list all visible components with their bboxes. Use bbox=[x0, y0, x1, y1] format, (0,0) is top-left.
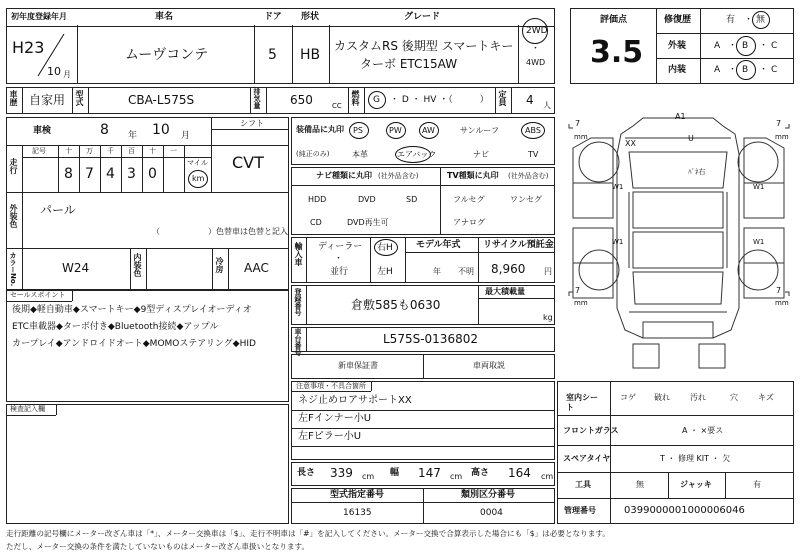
colorno-label: カラーNo. bbox=[9, 252, 17, 287]
usage-value: 自家用 bbox=[29, 93, 66, 107]
disp-label: 排気量 bbox=[253, 88, 261, 109]
mileage-digit-2: 4 bbox=[106, 166, 115, 182]
equipment-sub-label: (純正のみ) bbox=[296, 150, 330, 158]
ext-b: B bbox=[742, 41, 749, 51]
notes-label: 注意事項・不具合箇所 bbox=[296, 382, 366, 390]
mileage-unit-1: 万 bbox=[86, 147, 93, 155]
fuel-g: G bbox=[373, 95, 380, 105]
diag-seven-bl: 7 bbox=[575, 286, 581, 295]
grade-line1: カスタムRS 後期型 スマートキー bbox=[334, 39, 514, 53]
diag-a1: A1 bbox=[675, 112, 686, 121]
warranty-manual: 車両取説 bbox=[473, 361, 505, 370]
mileage-unit-2: 千 bbox=[107, 147, 114, 155]
mileage-unit-3: 百 bbox=[128, 147, 135, 155]
tv-label: TV種類に丸印 bbox=[447, 171, 499, 180]
shape-label: 形状 bbox=[301, 12, 320, 22]
spare-label: スペアタイヤ bbox=[563, 454, 611, 463]
int-a: A bbox=[714, 65, 721, 75]
equip-airbag: エアバック bbox=[397, 150, 437, 159]
tv-analog: アナログ bbox=[453, 218, 485, 227]
disp-value: 650 bbox=[290, 93, 313, 107]
ext-c: C bbox=[771, 41, 778, 51]
glass-label: フロントガラス bbox=[563, 426, 619, 435]
tv-fullseg: フルセグ bbox=[453, 195, 485, 204]
tool-value: 無 bbox=[636, 480, 644, 489]
equip-tv: TV bbox=[528, 150, 539, 159]
seat-item-2: 汚れ bbox=[690, 393, 706, 402]
seat-item-0: コゲ bbox=[620, 393, 636, 402]
shape-value: HB bbox=[300, 47, 321, 63]
mileage-digit-0: 8 bbox=[64, 166, 73, 182]
diag-seven-tl: 7 bbox=[575, 119, 581, 128]
diag-mm-tr: mm bbox=[775, 133, 789, 141]
equip-pw: PW bbox=[389, 126, 402, 135]
notes-line-2: 左Fピラー小U bbox=[298, 431, 362, 442]
score-label: 評価点 bbox=[600, 15, 628, 25]
model-year-label: モデル年式 bbox=[416, 240, 461, 250]
int-b: B bbox=[742, 65, 749, 75]
import-dealer: ディーラー bbox=[318, 242, 363, 252]
tv-sub: (社外品含む) bbox=[508, 172, 549, 180]
hgt-label: 高さ bbox=[471, 468, 490, 478]
cap-label: 定員 bbox=[498, 90, 507, 106]
cap-value: 4 bbox=[526, 93, 534, 107]
mileage-digit-3: 3 bbox=[127, 166, 136, 182]
fuel-rest: ・ D ・ HV ・（ ） bbox=[390, 95, 489, 105]
mileage-unit-0: 十 bbox=[65, 147, 72, 155]
diag-u: U bbox=[688, 134, 694, 143]
reg-era-year: H23 bbox=[12, 38, 45, 57]
wid-label: 幅 bbox=[390, 468, 400, 478]
diag-w1-right2: W1 bbox=[753, 238, 765, 246]
color-change-note: （ ）色替車は色替と記入 bbox=[152, 227, 288, 236]
notes-line-0: ネジ止めロアサポートXX bbox=[298, 395, 412, 406]
plate-value: 倉敷585も0630 bbox=[351, 298, 441, 312]
mileage-unit-4: 十 bbox=[149, 147, 156, 155]
colorno-value: W24 bbox=[62, 261, 90, 275]
import-parallel: 並行 bbox=[330, 267, 349, 277]
diag-note: ﾊﾟﾈ右 bbox=[688, 168, 706, 176]
sales-line-0: 後期◆軽自動車◆スマートキー◆9型ディスプレイオーディオ bbox=[12, 305, 252, 315]
seat-item-3: 穴 bbox=[730, 393, 738, 402]
int-label: 内装 bbox=[668, 65, 687, 75]
load-unit: kg bbox=[543, 313, 553, 322]
nav-sd: SD bbox=[406, 195, 418, 204]
ext-dot1: ・ bbox=[728, 41, 738, 51]
tool-label: 工具 bbox=[575, 480, 591, 489]
equip-navi: ナビ bbox=[473, 150, 489, 159]
mileage-digit-1: 7 bbox=[85, 166, 94, 182]
import-left: 左H bbox=[377, 267, 393, 277]
len-value: 339 bbox=[330, 466, 353, 480]
model-year-unit: 年 bbox=[433, 267, 441, 276]
chassis-value: L575S-0136802 bbox=[383, 332, 478, 346]
mileage-sub-label: 記号 bbox=[32, 147, 46, 155]
hgt-unit: cm bbox=[541, 472, 554, 481]
shift-label: シフト bbox=[240, 119, 264, 128]
disp-unit: CC bbox=[332, 102, 342, 110]
nav-label: ナビ種類に丸印 bbox=[316, 171, 372, 180]
import-label: 輸入車 bbox=[294, 242, 303, 266]
cat-label: 類別区分番号 bbox=[461, 490, 516, 500]
door-label: ドア bbox=[264, 12, 282, 22]
km-label: km bbox=[192, 174, 205, 183]
model-label: 型式 bbox=[75, 90, 84, 106]
drive-dot: ・ bbox=[531, 44, 541, 54]
shaken-year-unit: 年 bbox=[128, 131, 138, 141]
chassis-label: 車台番号 bbox=[294, 328, 302, 356]
reg-label: 初年度登録年月 bbox=[11, 12, 67, 21]
typeno-value: 16135 bbox=[343, 508, 372, 518]
tv-oneseg: ワンセグ bbox=[510, 195, 542, 204]
nav-sub: (社外品含む) bbox=[378, 172, 419, 180]
plate-label: 登録番号 bbox=[294, 288, 302, 316]
drive-2wd: 2WD bbox=[526, 26, 548, 36]
color-value: パール bbox=[40, 203, 76, 217]
repair-yes: 有 bbox=[726, 15, 736, 25]
notes-line-1: 左Fインナー小U bbox=[298, 413, 372, 424]
cat-value: 0004 bbox=[480, 508, 503, 518]
equip-leather: 本革 bbox=[352, 150, 368, 159]
diag-mm-tl: mm bbox=[574, 133, 588, 141]
sales-line-2: カープレイ◆アンドロイドオート◆MOMOステアリング◆HID bbox=[12, 339, 256, 349]
diag-seven-tr: 7 bbox=[776, 119, 782, 128]
grade-line2: ターボ ETC15AW bbox=[360, 57, 458, 71]
grade-label: グレード bbox=[404, 12, 441, 22]
model-value: CBA-L575S bbox=[128, 93, 195, 107]
seat-label: 室内シート bbox=[566, 393, 598, 413]
nav-dvd-play: DVD再生可 bbox=[347, 218, 389, 227]
inspector-label: 検査記入欄 bbox=[10, 405, 45, 413]
int-dot2: ・ bbox=[759, 65, 769, 75]
repair-dot: ・ bbox=[744, 15, 754, 25]
recycle-label: リサイクル預託金 bbox=[483, 240, 554, 250]
ac-value: AAC bbox=[244, 261, 269, 275]
seat-item-4: キズ bbox=[758, 393, 774, 402]
equip-ps: PS bbox=[353, 126, 363, 135]
ext-label: 外装 bbox=[668, 41, 687, 51]
glass-value: A ・ ×要ス bbox=[682, 426, 724, 435]
repair-label: 修復歴 bbox=[664, 15, 692, 25]
diag-xx: XX bbox=[625, 139, 636, 148]
len-unit: cm bbox=[362, 472, 375, 481]
import-right: 右H bbox=[377, 243, 393, 253]
warranty-new: 新車保証書 bbox=[338, 361, 378, 370]
typeno-label: 型式指定番号 bbox=[330, 490, 385, 500]
inspector-box bbox=[6, 404, 289, 524]
reg-month-unit: 月 bbox=[63, 70, 71, 79]
wid-unit: cm bbox=[450, 472, 463, 481]
seat-item-1: 破れ bbox=[654, 393, 670, 402]
name-label: 車名 bbox=[155, 12, 174, 22]
mileage-unit-5: 一 bbox=[170, 147, 177, 155]
reg-month: 10 bbox=[47, 65, 61, 78]
ac-label: 冷房 bbox=[215, 257, 224, 273]
color-label: 外装色 bbox=[9, 204, 18, 228]
sales-label: セールスポイント bbox=[10, 291, 66, 299]
wid-value: 147 bbox=[418, 466, 441, 480]
ext-a: A bbox=[714, 41, 721, 51]
door-value: 5 bbox=[268, 47, 277, 63]
shaken-label: 車検 bbox=[33, 126, 52, 136]
footer-line-2: ただし、メーター交換の条件を満たしていないものはメーター改ざん車扱いとなります。 bbox=[6, 542, 310, 551]
sales-line-1: ETC車載器◆ターボ付き◆Bluetooth接続◆アップル bbox=[12, 322, 219, 332]
footer-line-1: 走行距離の記号欄にメーター改ざん車は「*」、メーター交換車は「$」、走行不明車は「#」を記入してください。メーター交換で合算表示した場合にも「$」は必要となります。 bbox=[6, 529, 610, 538]
diag-mm-bl: mm bbox=[574, 299, 588, 307]
diag-w1-right: W1 bbox=[753, 183, 765, 191]
nav-hdd: HDD bbox=[308, 195, 327, 204]
model-year-unknown: 不明 bbox=[458, 267, 474, 276]
hgt-value: 164 bbox=[508, 466, 531, 480]
jack-value: 有 bbox=[753, 480, 761, 489]
mile-label: マイル bbox=[187, 159, 208, 167]
cap-unit: 人 bbox=[543, 101, 551, 110]
score-value: 3.5 bbox=[590, 35, 644, 70]
shaken-month-unit: 月 bbox=[181, 131, 191, 141]
drive-4wd: 4WD bbox=[526, 58, 546, 67]
equip-abs: ABS bbox=[525, 126, 541, 135]
mgmt-label: 管理番号 bbox=[564, 506, 596, 515]
load-label: 最大積載量 bbox=[485, 287, 525, 296]
shift-value: CVT bbox=[232, 153, 264, 172]
ext-dot2: ・ bbox=[759, 41, 769, 51]
mgmt-value: 0399000001000006046 bbox=[624, 505, 745, 516]
diag-mm-br: mm bbox=[775, 299, 789, 307]
spare-value: T ・ 修理 KIT ・ 欠 bbox=[660, 454, 731, 463]
diag-w1-left: W1 bbox=[612, 183, 624, 191]
len-label: 長さ bbox=[297, 468, 316, 478]
recycle-unit: 円 bbox=[544, 267, 552, 276]
shaken-year: 8 bbox=[100, 122, 109, 138]
diag-seven-br: 7 bbox=[776, 286, 782, 295]
equipment-label: 装備品に丸印 bbox=[296, 125, 344, 134]
mileage-label: 走行 bbox=[9, 158, 18, 174]
int-color-label: 内装色 bbox=[133, 253, 142, 277]
int-c: C bbox=[771, 65, 778, 75]
jack-label: ジャッキ bbox=[680, 480, 712, 489]
nav-cd: CD bbox=[310, 218, 322, 227]
usage-label: 車歴 bbox=[9, 90, 18, 106]
nav-dvd: DVD bbox=[358, 195, 376, 204]
name-value: ムーヴコンテ bbox=[125, 47, 209, 63]
fuel-label: 燃料 bbox=[351, 90, 360, 106]
recycle-value: 8,960 bbox=[491, 262, 526, 276]
int-dot1: ・ bbox=[728, 65, 738, 75]
import-dot: ・ bbox=[334, 254, 344, 264]
shaken-month: 10 bbox=[152, 122, 170, 138]
equip-sunroof: サンルーフ bbox=[460, 126, 499, 135]
equip-aw: AW bbox=[422, 126, 435, 135]
diag-w1-left2: W1 bbox=[612, 238, 624, 246]
repair-no: 無 bbox=[756, 15, 766, 25]
mileage-digit-4: 0 bbox=[148, 166, 157, 182]
